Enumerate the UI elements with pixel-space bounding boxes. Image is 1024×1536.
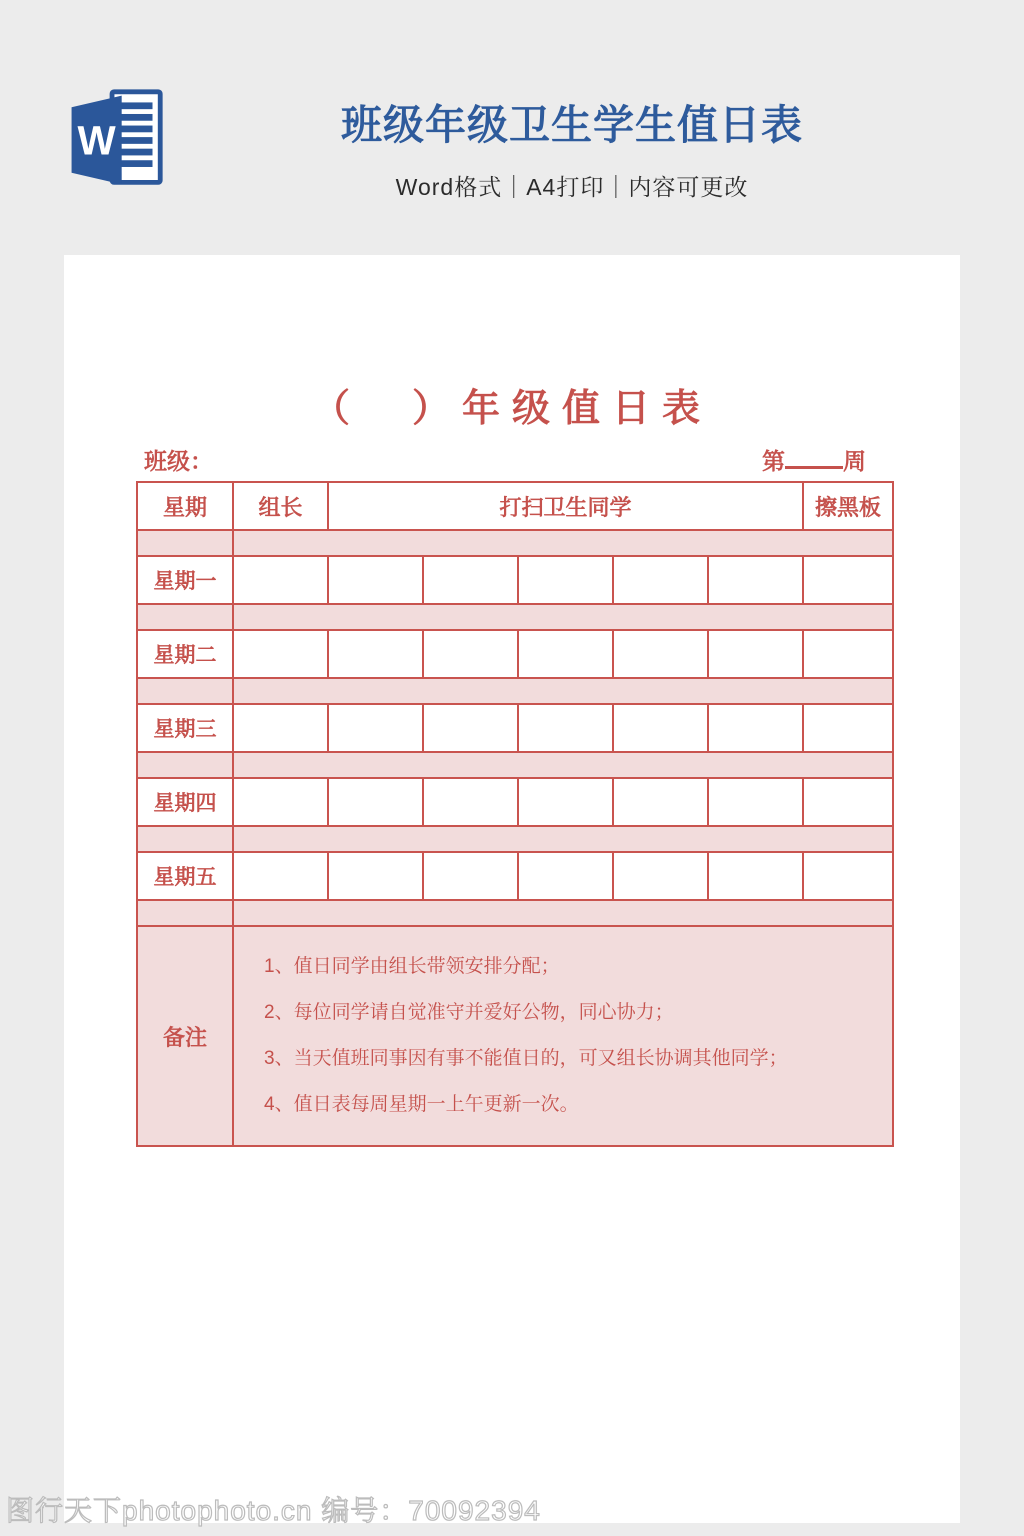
empty-cell bbox=[328, 852, 423, 900]
empty-cell bbox=[423, 704, 518, 752]
empty-cell bbox=[708, 630, 803, 678]
spacer-row bbox=[137, 678, 893, 704]
empty-cell bbox=[708, 778, 803, 826]
table-row-wednesday bbox=[137, 704, 893, 752]
doc-title: （ ）年级值日表 bbox=[311, 388, 712, 430]
empty-cell bbox=[803, 630, 893, 678]
week-blank-underline bbox=[785, 446, 843, 469]
branding-header bbox=[0, 0, 1024, 230]
empty-cell bbox=[328, 630, 423, 678]
remarks-label: 备注 bbox=[137, 926, 233, 1146]
week-suffix: 周 bbox=[843, 448, 866, 474]
col-header-cleaning: 打扫卫生同学 bbox=[328, 482, 803, 530]
remark-note-1: 1、值日同学由组长带领安排分配； bbox=[264, 956, 560, 977]
site-watermark: 图行天下photophoto.cn 编号：70092394 bbox=[6, 1495, 541, 1526]
empty-cell bbox=[613, 778, 708, 826]
empty-cell bbox=[803, 556, 893, 604]
class-label: 班级： bbox=[144, 448, 213, 474]
empty-cell bbox=[423, 630, 518, 678]
remark-note-4: 4、值日表每周星期一上午更新一次。 bbox=[264, 1094, 579, 1115]
table-row-friday bbox=[137, 852, 893, 900]
empty-cell bbox=[518, 704, 613, 752]
remarks-content bbox=[233, 926, 893, 1146]
empty-cell bbox=[328, 704, 423, 752]
duty-roster-table bbox=[136, 481, 894, 1147]
col-header-leader: 组长 bbox=[233, 482, 328, 530]
spacer-row bbox=[137, 604, 893, 630]
remarks-row bbox=[137, 926, 893, 1146]
day-label: 星期三 bbox=[137, 704, 233, 752]
spacer-row bbox=[137, 900, 893, 926]
spacer-row bbox=[137, 752, 893, 778]
empty-cell bbox=[708, 704, 803, 752]
empty-cell bbox=[613, 852, 708, 900]
col-header-blackboard: 擦黑板 bbox=[803, 482, 893, 530]
day-label: 星期一 bbox=[137, 556, 233, 604]
empty-cell bbox=[613, 704, 708, 752]
empty-cell bbox=[233, 704, 328, 752]
week-field bbox=[762, 443, 892, 476]
empty-cell bbox=[803, 852, 893, 900]
empty-cell bbox=[708, 556, 803, 604]
template-subtitle: Word格式｜A4打印｜内容可更改 bbox=[395, 174, 749, 200]
spacer-row bbox=[137, 826, 893, 852]
empty-cell bbox=[518, 556, 613, 604]
table-header-row bbox=[137, 482, 893, 530]
empty-cell bbox=[423, 778, 518, 826]
week-prefix: 第 bbox=[762, 448, 785, 474]
day-label: 星期二 bbox=[137, 630, 233, 678]
empty-cell bbox=[803, 704, 893, 752]
empty-cell bbox=[233, 852, 328, 900]
empty-cell bbox=[328, 556, 423, 604]
empty-cell bbox=[233, 630, 328, 678]
day-label: 星期四 bbox=[137, 778, 233, 826]
spacer-row bbox=[137, 530, 893, 556]
table-row-thursday bbox=[137, 778, 893, 826]
empty-cell bbox=[423, 556, 518, 604]
template-title: 班级年级卫生学生值日表 bbox=[341, 102, 803, 148]
table-row-tuesday bbox=[137, 630, 893, 678]
empty-cell bbox=[613, 630, 708, 678]
svg-text:W: W bbox=[77, 117, 116, 164]
empty-cell bbox=[518, 778, 613, 826]
doc-meta-line bbox=[136, 443, 892, 476]
remark-note-3: 3、当天值班同事因有事不能值日的，可又组长协调其他同学； bbox=[264, 1048, 788, 1069]
table-row-monday bbox=[137, 556, 893, 604]
header-text-block bbox=[120, 92, 1024, 202]
document-page bbox=[64, 255, 960, 1523]
empty-cell bbox=[518, 852, 613, 900]
empty-cell bbox=[423, 852, 518, 900]
empty-cell bbox=[518, 630, 613, 678]
col-header-day: 星期 bbox=[137, 482, 233, 530]
empty-cell bbox=[233, 778, 328, 826]
empty-cell bbox=[803, 778, 893, 826]
empty-cell bbox=[233, 556, 328, 604]
empty-cell bbox=[613, 556, 708, 604]
day-label: 星期五 bbox=[137, 852, 233, 900]
empty-cell bbox=[328, 778, 423, 826]
remark-note-2: 2、每位同学请自觉准守并爱好公物，同心协力； bbox=[264, 1002, 674, 1023]
empty-cell bbox=[708, 852, 803, 900]
